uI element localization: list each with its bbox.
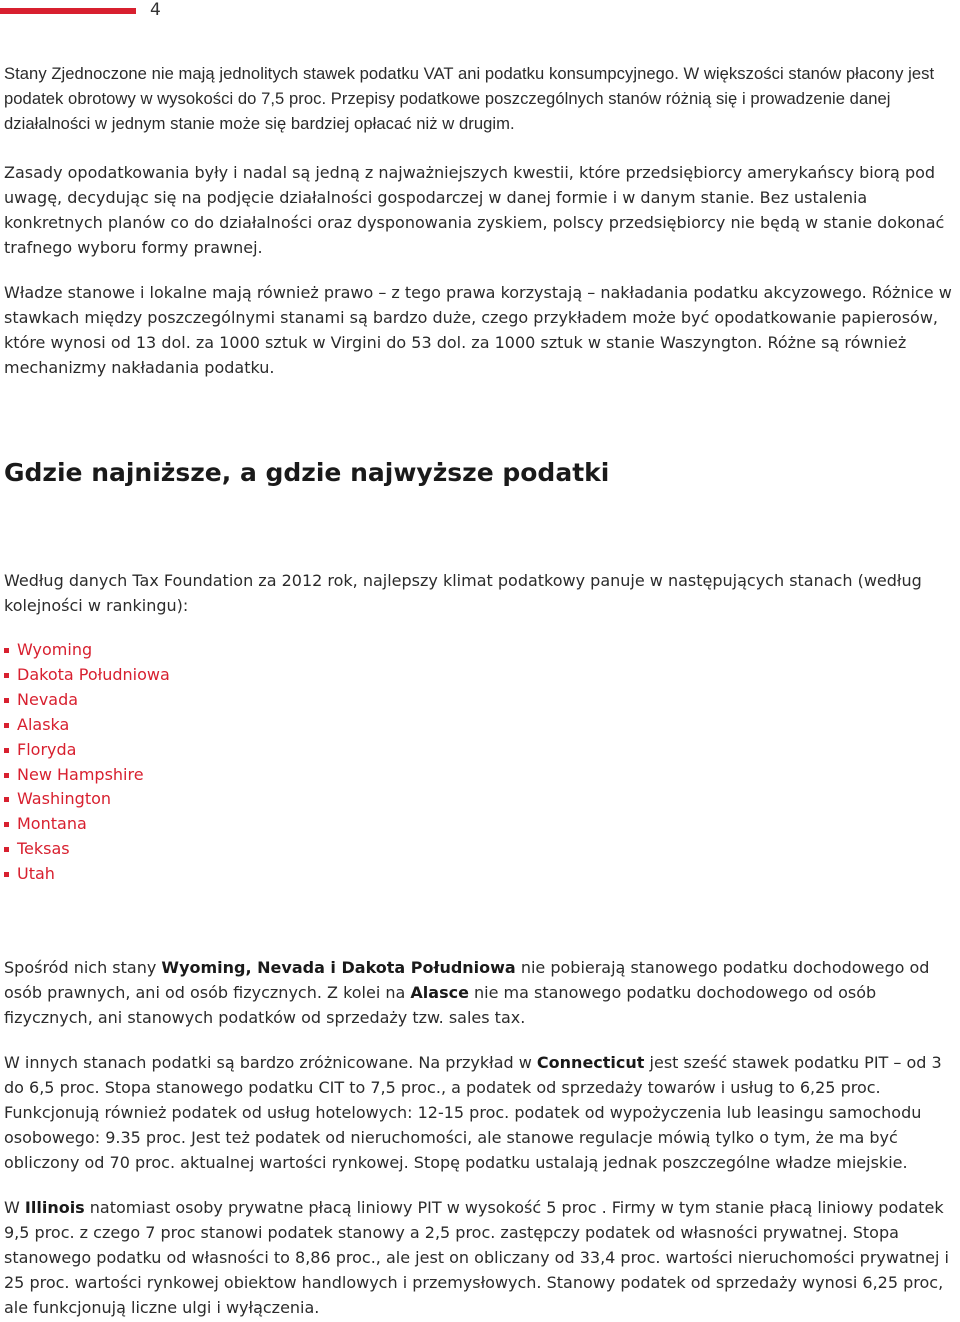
- list-item[interactable]: New Hampshire: [4, 763, 956, 788]
- text-segment: nie pobierają stanowego podatku dochodowego od osób prawnych, ani od osób fizycznych. Z kolei na: [4, 958, 930, 1003]
- paragraph-no-income-tax: [4, 955, 956, 1030]
- list-item[interactable]: Nevada: [4, 688, 956, 713]
- text-segment: jest sześć stawek podatku PIT – od 3 do 6,5 proc. Stopa stanowego podatku CIT to 7,5 proc., a podatek od sprzedaży towarów i usług to 6,25 proc. Funkcjonują również podatek od usług hotelowych: 12-15 proc. podatek od wypożyczenia lub leasingu samochodu osobowego: 9.35 proc. Jest też podatek od nieruchomości, ale stanowe regulacje mówią tylko o tym, że ma być obliczony od 70 proc. aktualnej wartości rynkowej. Stopę podatku ustalają jednak poszczególne władze miejskie.: [4, 1053, 942, 1173]
- list-item[interactable]: Teksas: [4, 837, 956, 862]
- list-item[interactable]: Wyoming: [4, 638, 956, 663]
- section-heading: Gdzie najniższe, a gdzie najwyższe podatki: [4, 458, 610, 487]
- paragraph-vat-intro: Stany Zjednoczone nie mają jednolitych stawek podatku VAT ani podatku konsumpcyjnego. W większości stanów płacony jest podatek obrotowy w wysokości do 7,5 proc. Przepisy podatkowe poszczególnych stanów różnią się i prowadzenie danej działalności w jednym stanie może się bardziej opłacać niż w drugim.: [4, 64, 935, 133]
- text-segment: W innych stanach podatki są bardzo zróżnicowane. Na przykład w: [4, 1053, 537, 1073]
- bold-connecticut: Connecticut: [536, 1053, 645, 1073]
- paragraph-tax-rules: Zasady opodatkowania były i nadal są jedną z najważniejszych kwestii, które przedsiębiorcy amerykańscy biorą pod uwagę, decydując się na podjęcie działalności gospodarczej w danej formie i w danym stanie. Bez ustalenia konkretnych planów co do działalności oraz dysponowania zyskiem, polscy przedsiębiorcy nie będą w stanie dokonać trafnego wyboru formy prawnej.: [4, 163, 945, 257]
- list-item[interactable]: Dakota Południowa: [4, 663, 956, 688]
- list-item[interactable]: Montana: [4, 812, 956, 837]
- bold-states: Wyoming, Nevada i Dakota Południowa: [161, 958, 516, 978]
- page-number: 4: [150, 0, 161, 20]
- text-segment: W: [4, 1198, 25, 1218]
- bold-alaska: Alasce: [410, 983, 469, 1003]
- list-item[interactable]: Floryda: [4, 738, 956, 763]
- paragraph-connecticut: [4, 1050, 956, 1175]
- list-item[interactable]: Alaska: [4, 713, 956, 738]
- list-item[interactable]: Washington: [4, 787, 956, 812]
- paragraph-excise: Władze stanowe i lokalne mają również prawo – z tego prawa korzystają – nakładania podatku akcyzowego. Różnice w stawkach między poszczególnymi stanami są bardzo duże, czego przykładem może być opodatkowanie papierosów, które wynosi od 13 dol. za 1000 sztuk w Virgini do 53 dol. za 1000 sztuk w stanie Waszyngton. Różne są również mechanizmy nakładania podatku.: [4, 283, 952, 377]
- paragraph-ranking-intro: Według danych Tax Foundation za 2012 rok, najlepszy klimat podatkowy panuje w następujących stanach (według kolejności w rankingu):: [4, 571, 922, 615]
- text-segment: nie ma stanowego podatku dochodowego od osób fizycznych, ani stanowych podatków od sprzedaży tzw. sales tax.: [4, 983, 877, 1028]
- states-list: [4, 638, 956, 887]
- text-segment: natomiast osoby prywatne płacą liniowy PIT w wysokość 5 proc . Firmy w tym stanie płacą liniowy podatek 9,5 proc. z czego 7 proc stanowi podatek stanowy a 2,5 proc. zastępczy podatek od własności prywatnej. Stopa stanowego podatku od własności to 8,86 proc., ale jest on obliczany od 33,4 proc. wartości nieruchomości prywatnej i 25 proc. wartości rynkowej obiektow handlowych i przemysłowych. Stanowy podatek od sprzedaży wynosi 6,25 proc, ale funkcjonują liczne ulgi i wyłączenia.: [4, 1198, 949, 1318]
- bold-illinois: Illinois: [24, 1198, 85, 1218]
- document-body: [4, 61, 956, 1320]
- header-accent-bar: [0, 8, 136, 14]
- text-segment: Spośród nich stany: [4, 958, 162, 978]
- list-item[interactable]: Utah: [4, 862, 956, 887]
- paragraph-illinois: [4, 1195, 956, 1320]
